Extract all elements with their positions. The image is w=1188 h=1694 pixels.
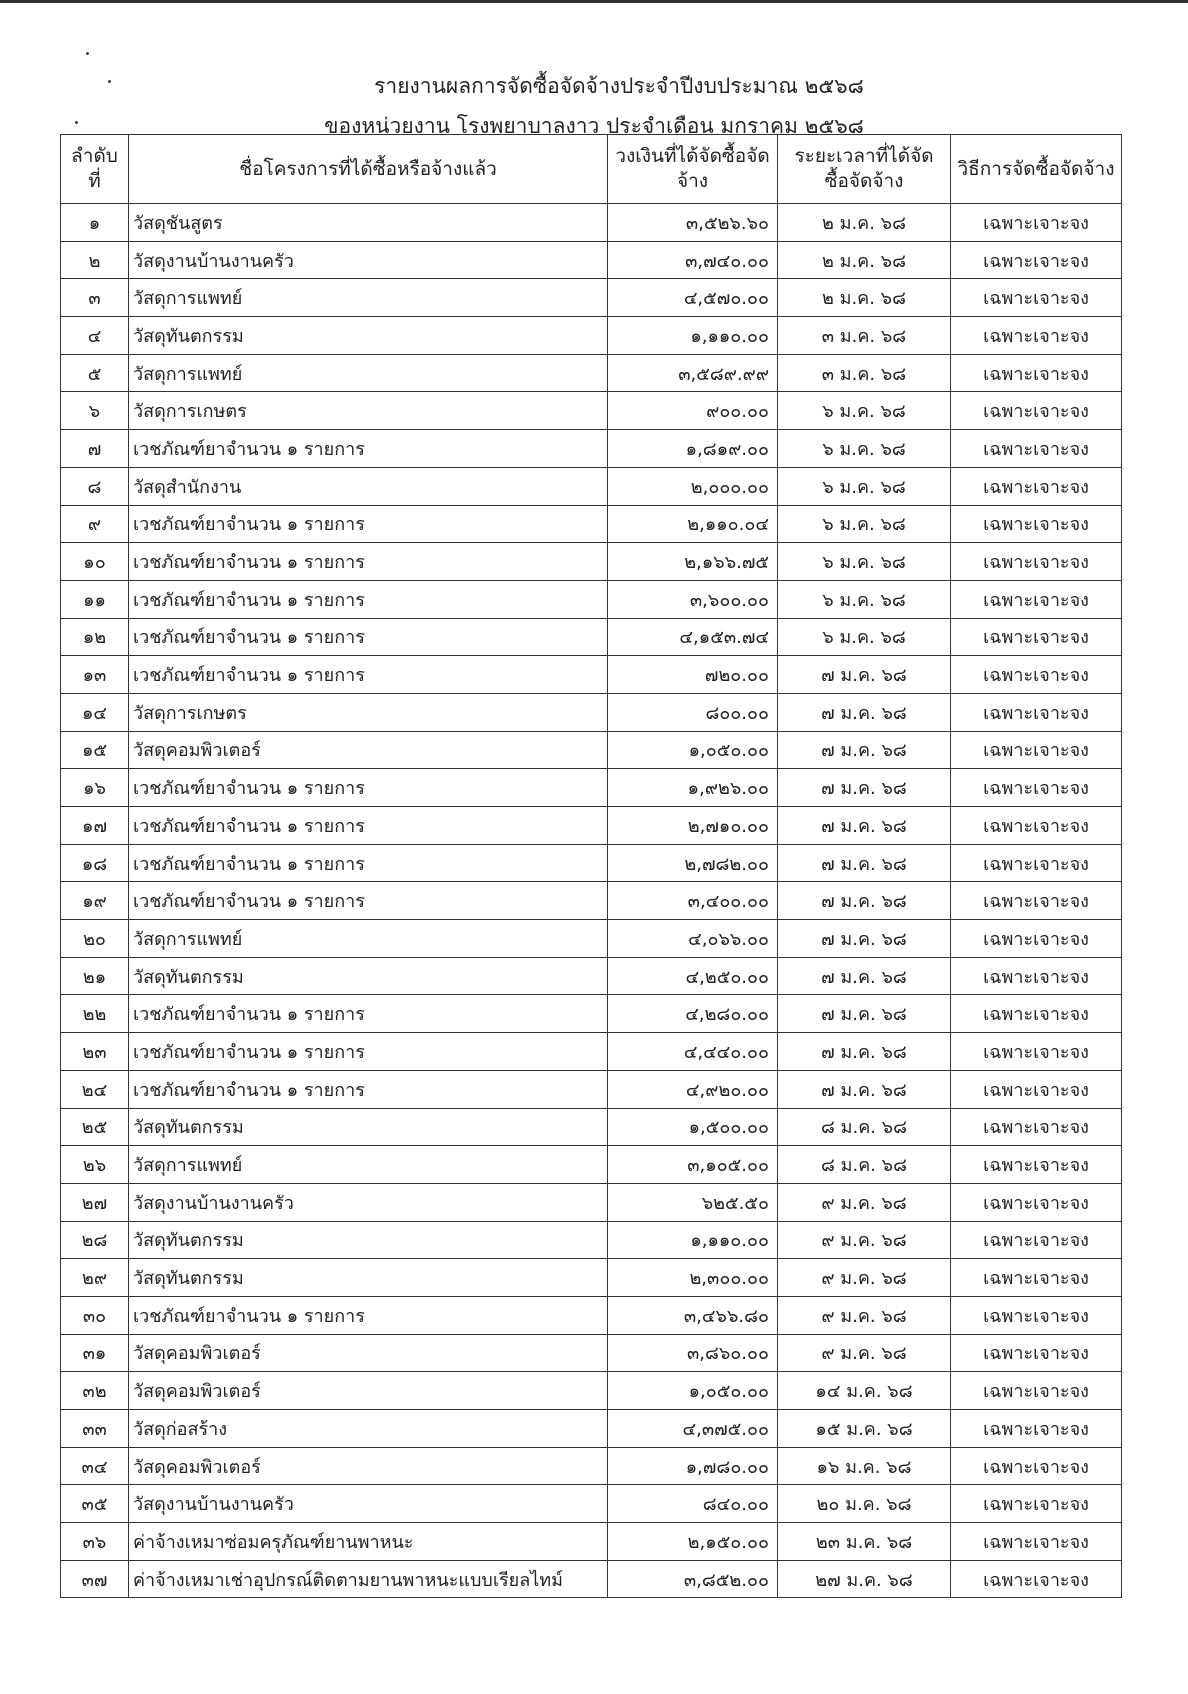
amount: ๒,๑๖๖.๗๕ <box>608 543 778 581</box>
procurement-date: ๗ ม.ค. ๖๘ <box>778 844 951 882</box>
procurement-date: ๗ ม.ค. ๖๘ <box>778 693 951 731</box>
table-row <box>61 354 1122 392</box>
procurement-method: เฉพาะเจาะจง <box>951 807 1122 845</box>
procurement-method: เฉพาะเจาะจง <box>951 354 1122 392</box>
amount: ๙๐๐.๐๐ <box>608 392 778 430</box>
table-row <box>61 580 1122 618</box>
procurement-date: ๖ ม.ค. ๖๘ <box>778 505 951 543</box>
procurement-method: เฉพาะเจาะจง <box>951 1070 1122 1108</box>
table-row <box>61 543 1122 581</box>
procurement-date: ๓ ม.ค. ๖๘ <box>778 354 951 392</box>
project-name: เวชภัณฑ์ยาจำนวน ๑ รายการ <box>129 580 608 618</box>
row-number: ๖ <box>61 392 129 430</box>
procurement-method: เฉพาะเจาะจง <box>951 317 1122 355</box>
procurement-date: ๗ ม.ค. ๖๘ <box>778 731 951 769</box>
table-row <box>61 1183 1122 1221</box>
row-number: ๕ <box>61 354 129 392</box>
project-name: วัสดุการเกษตร <box>129 392 608 430</box>
amount: ๓,๗๔๐.๐๐ <box>608 241 778 279</box>
procurement-method: เฉพาะเจาะจง <box>951 618 1122 656</box>
project-name: วัสดุทันตกรรม <box>129 957 608 995</box>
col-header-period: ระยะเวลาที่ได้จัดซื้อจัดจ้าง <box>778 135 951 204</box>
procurement-date: ๒๓ ม.ค. ๖๘ <box>778 1523 951 1561</box>
procurement-method: เฉพาะเจาะจง <box>951 1296 1122 1334</box>
table-row <box>61 1259 1122 1297</box>
row-number: ๗ <box>61 430 129 468</box>
table-row <box>61 1485 1122 1523</box>
procurement-date: ๙ ม.ค. ๖๘ <box>778 1334 951 1372</box>
procurement-method: เฉพาะเจาะจง <box>951 693 1122 731</box>
project-name: ค่าจ้างเหมาเช่าอุปกรณ์ติดตามยานพาหนะแบบเรียลไทม์ <box>129 1560 608 1598</box>
col-header-project: ชื่อโครงการที่ได้ซื้อหรือจ้างแล้ว <box>129 135 608 204</box>
table-row <box>61 505 1122 543</box>
amount: ๓,๔๖๖.๘๐ <box>608 1296 778 1334</box>
procurement-method: เฉพาะเจาะจง <box>951 1523 1122 1561</box>
amount: ๑,๕๐๐.๐๐ <box>608 1108 778 1146</box>
procurement-method: เฉพาะเจาะจง <box>951 1033 1122 1071</box>
procurement-method: เฉพาะเจาะจง <box>951 392 1122 430</box>
table-row <box>61 844 1122 882</box>
table-row <box>61 241 1122 279</box>
amount: ๔,๒๘๐.๐๐ <box>608 995 778 1033</box>
row-number: ๑๖ <box>61 769 129 807</box>
table-row <box>61 1410 1122 1448</box>
table-row <box>61 392 1122 430</box>
row-number: ๑๐ <box>61 543 129 581</box>
row-number: ๒๑ <box>61 957 129 995</box>
procurement-method: เฉพาะเจาะจง <box>951 580 1122 618</box>
project-name: วัสดุการแพทย์ <box>129 354 608 392</box>
report-title: รายงานผลการจัดซื้อจัดจ้างประจำปีงบประมาณ ๒๕๖๘ <box>374 74 864 98</box>
project-name: วัสดุสำนักงาน <box>129 467 608 505</box>
amount: ๓,๔๐๐.๐๐ <box>608 882 778 920</box>
amount: ๔,๑๕๓.๗๔ <box>608 618 778 656</box>
procurement-method: เฉพาะเจาะจง <box>951 882 1122 920</box>
table-row <box>61 1296 1122 1334</box>
project-name: ค่าจ้างเหมาซ่อมครุภัณฑ์ยานพาหนะ <box>129 1523 608 1561</box>
row-number: ๓๔ <box>61 1447 129 1485</box>
procurement-date: ๑๔ ม.ค. ๖๘ <box>778 1372 951 1410</box>
procurement-method: เฉพาะเจาะจง <box>951 844 1122 882</box>
project-name: วัสดุทันตกรรม <box>129 317 608 355</box>
procurement-date: ๗ ม.ค. ๖๘ <box>778 920 951 958</box>
table-row <box>61 279 1122 317</box>
amount: ๔,๓๗๕.๐๐ <box>608 1410 778 1448</box>
report-subtitle: ของหน่วยงาน โรงพยาบาลงาว ประจำเดือน มกราคม ๒๕๖๘ <box>324 114 864 138</box>
project-name: วัสดุคอมพิวเตอร์ <box>129 731 608 769</box>
row-number: ๒๖ <box>61 1146 129 1184</box>
project-name: เวชภัณฑ์ยาจำนวน ๑ รายการ <box>129 1033 608 1071</box>
row-number: ๓๗ <box>61 1560 129 1598</box>
project-name: เวชภัณฑ์ยาจำนวน ๑ รายการ <box>129 769 608 807</box>
row-number: ๑ <box>61 204 129 242</box>
amount: ๔,๐๖๖.๐๐ <box>608 920 778 958</box>
table-row <box>61 769 1122 807</box>
amount: ๓,๕๘๙.๙๙ <box>608 354 778 392</box>
project-name: วัสดุชันสูตร <box>129 204 608 242</box>
project-name: วัสดุก่อสร้าง <box>129 1410 608 1448</box>
procurement-method: เฉพาะเจาะจง <box>951 1183 1122 1221</box>
procurement-method: เฉพาะเจาะจง <box>951 1146 1122 1184</box>
amount: ๑,๐๕๐.๐๐ <box>608 1372 778 1410</box>
procurement-method: เฉพาะเจาะจง <box>951 656 1122 694</box>
procurement-method: เฉพาะเจาะจง <box>951 467 1122 505</box>
row-number: ๒๕ <box>61 1108 129 1146</box>
procurement-method: เฉพาะเจาะจง <box>951 543 1122 581</box>
project-name: เวชภัณฑ์ยาจำนวน ๑ รายการ <box>129 430 608 468</box>
table-row <box>61 618 1122 656</box>
procurement-method: เฉพาะเจาะจง <box>951 920 1122 958</box>
procurement-method: เฉพาะเจาะจง <box>951 769 1122 807</box>
table-row <box>61 882 1122 920</box>
amount: ๓,๘๖๐.๐๐ <box>608 1334 778 1372</box>
procurement-method: เฉพาะเจาะจง <box>951 1108 1122 1146</box>
project-name: วัสดุคอมพิวเตอร์ <box>129 1447 608 1485</box>
procurement-method: เฉพาะเจาะจง <box>951 1410 1122 1448</box>
procurement-date: ๙ ม.ค. ๖๘ <box>778 1221 951 1259</box>
row-number: ๘ <box>61 467 129 505</box>
table-row <box>61 1146 1122 1184</box>
project-name: เวชภัณฑ์ยาจำนวน ๑ รายการ <box>129 882 608 920</box>
procurement-date: ๗ ม.ค. ๖๘ <box>778 882 951 920</box>
amount: ๔,๒๕๐.๐๐ <box>608 957 778 995</box>
amount: ๔,๙๒๐.๐๐ <box>608 1070 778 1108</box>
row-number: ๓๕ <box>61 1485 129 1523</box>
row-number: ๙ <box>61 505 129 543</box>
row-number: ๒๐ <box>61 920 129 958</box>
col-header-no: ลำดับที่ <box>61 135 129 204</box>
project-name: เวชภัณฑ์ยาจำนวน ๑ รายการ <box>129 1070 608 1108</box>
procurement-method: เฉพาะเจาะจง <box>951 995 1122 1033</box>
procurement-date: ๘ ม.ค. ๖๘ <box>778 1108 951 1146</box>
table-body <box>61 204 1122 1598</box>
project-name: วัสดุคอมพิวเตอร์ <box>129 1372 608 1410</box>
amount: ๑,๐๕๐.๐๐ <box>608 731 778 769</box>
procurement-method: เฉพาะเจาะจง <box>951 505 1122 543</box>
project-name: เวชภัณฑ์ยาจำนวน ๑ รายการ <box>129 995 608 1033</box>
project-name: วัสดุคอมพิวเตอร์ <box>129 1334 608 1372</box>
table-row <box>61 920 1122 958</box>
row-number: ๒๔ <box>61 1070 129 1108</box>
procurement-method: เฉพาะเจาะจง <box>951 1259 1122 1297</box>
table-row <box>61 1523 1122 1561</box>
table-row <box>61 1334 1122 1372</box>
amount: ๑,๑๑๐.๐๐ <box>608 317 778 355</box>
project-name: วัสดุงานบ้านงานครัว <box>129 241 608 279</box>
project-name: เวชภัณฑ์ยาจำนวน ๑ รายการ <box>129 1296 608 1334</box>
row-number: ๑๑ <box>61 580 129 618</box>
amount: ๒,๐๐๐.๐๐ <box>608 467 778 505</box>
row-number: ๑๓ <box>61 656 129 694</box>
procurement-date: ๘ ม.ค. ๖๘ <box>778 1146 951 1184</box>
table-row <box>61 467 1122 505</box>
scan-top-edge <box>0 0 1188 3</box>
procurement-method: เฉพาะเจาะจง <box>951 957 1122 995</box>
row-number: ๑๘ <box>61 844 129 882</box>
row-number: ๒๒ <box>61 995 129 1033</box>
procurement-date: ๑๖ ม.ค. ๖๘ <box>778 1447 951 1485</box>
procurement-date: ๖ ม.ค. ๖๘ <box>778 467 951 505</box>
table-row <box>61 656 1122 694</box>
table-row <box>61 1108 1122 1146</box>
row-number: ๒๘ <box>61 1221 129 1259</box>
procurement-method: เฉพาะเจาะจง <box>951 1560 1122 1598</box>
table-row <box>61 807 1122 845</box>
procurement-date: ๗ ม.ค. ๖๘ <box>778 769 951 807</box>
amount: ๖๒๕.๕๐ <box>608 1183 778 1221</box>
procurement-method: เฉพาะเจาะจง <box>951 1372 1122 1410</box>
project-name: วัสดุการเกษตร <box>129 693 608 731</box>
procurement-table <box>60 134 1122 1598</box>
procurement-date: ๒ ม.ค. ๖๘ <box>778 241 951 279</box>
row-number: ๒๓ <box>61 1033 129 1071</box>
row-number: ๑๙ <box>61 882 129 920</box>
table-row <box>61 430 1122 468</box>
procurement-date: ๗ ม.ค. ๖๘ <box>778 656 951 694</box>
procurement-method: เฉพาะเจาะจง <box>951 1447 1122 1485</box>
row-number: ๑๒ <box>61 618 129 656</box>
project-name: วัสดุทันตกรรม <box>129 1221 608 1259</box>
procurement-method: เฉพาะเจาะจง <box>951 279 1122 317</box>
procurement-method: เฉพาะเจาะจง <box>951 1221 1122 1259</box>
procurement-method: เฉพาะเจาะจง <box>951 430 1122 468</box>
table-row <box>61 995 1122 1033</box>
project-name: วัสดุทันตกรรม <box>129 1108 608 1146</box>
procurement-date: ๒๐ ม.ค. ๖๘ <box>778 1485 951 1523</box>
amount: ๒,๓๐๐.๐๐ <box>608 1259 778 1297</box>
amount: ๓,๕๒๖.๖๐ <box>608 204 778 242</box>
procurement-method: เฉพาะเจาะจง <box>951 1485 1122 1523</box>
amount: ๘๔๐.๐๐ <box>608 1485 778 1523</box>
amount: ๒,๗๘๒.๐๐ <box>608 844 778 882</box>
table-row <box>61 1372 1122 1410</box>
amount: ๓,๘๕๒.๐๐ <box>608 1560 778 1598</box>
col-header-amount: วงเงินที่ได้จัดซื้อจัดจ้าง <box>608 135 778 204</box>
row-number: ๒๙ <box>61 1259 129 1297</box>
table-row <box>61 1033 1122 1071</box>
procurement-date: ๗ ม.ค. ๖๘ <box>778 807 951 845</box>
procurement-date: ๗ ม.ค. ๖๘ <box>778 1033 951 1071</box>
procurement-date: ๒ ม.ค. ๖๘ <box>778 204 951 242</box>
procurement-date: ๗ ม.ค. ๖๘ <box>778 957 951 995</box>
project-name: วัสดุทันตกรรม <box>129 1259 608 1297</box>
project-name: เวชภัณฑ์ยาจำนวน ๑ รายการ <box>129 656 608 694</box>
table-row <box>61 1560 1122 1598</box>
amount: ๓,๖๐๐.๐๐ <box>608 580 778 618</box>
project-name: เวชภัณฑ์ยาจำนวน ๑ รายการ <box>129 844 608 882</box>
table-row <box>61 1070 1122 1108</box>
amount: ๑,๗๘๐.๐๐ <box>608 1447 778 1485</box>
amount: ๒,๗๑๐.๐๐ <box>608 807 778 845</box>
row-number: ๑๗ <box>61 807 129 845</box>
procurement-date: ๖ ม.ค. ๖๘ <box>778 392 951 430</box>
amount: ๑,๙๒๖.๐๐ <box>608 769 778 807</box>
amount: ๑,๘๑๙.๐๐ <box>608 430 778 468</box>
row-number: ๓ <box>61 279 129 317</box>
row-number: ๓๖ <box>61 1523 129 1561</box>
table-row <box>61 693 1122 731</box>
amount: ๓,๑๐๕.๐๐ <box>608 1146 778 1184</box>
scan-speck <box>86 52 89 55</box>
procurement-date: ๖ ม.ค. ๖๘ <box>778 543 951 581</box>
project-name: เวชภัณฑ์ยาจำนวน ๑ รายการ <box>129 807 608 845</box>
project-name: เวชภัณฑ์ยาจำนวน ๑ รายการ <box>129 618 608 656</box>
col-header-method: วิธีการจัดซื้อจัดจ้าง <box>951 135 1122 204</box>
row-number: ๑๕ <box>61 731 129 769</box>
project-name: เวชภัณฑ์ยาจำนวน ๑ รายการ <box>129 505 608 543</box>
procurement-method: เฉพาะเจาะจง <box>951 1334 1122 1372</box>
table-row <box>61 1447 1122 1485</box>
amount: ๘๐๐.๐๐ <box>608 693 778 731</box>
procurement-date: ๗ ม.ค. ๖๘ <box>778 995 951 1033</box>
amount: ๗๒๐.๐๐ <box>608 656 778 694</box>
amount: ๔,๕๗๐.๐๐ <box>608 279 778 317</box>
row-number: ๓๓ <box>61 1410 129 1448</box>
procurement-date: ๑๕ ม.ค. ๖๘ <box>778 1410 951 1448</box>
project-name: เวชภัณฑ์ยาจำนวน ๑ รายการ <box>129 543 608 581</box>
procurement-date: ๖ ม.ค. ๖๘ <box>778 618 951 656</box>
project-name: วัสดุงานบ้านงานครัว <box>129 1183 608 1221</box>
amount: ๑,๑๑๐.๐๐ <box>608 1221 778 1259</box>
table-row <box>61 204 1122 242</box>
amount: ๒,๑๕๐.๐๐ <box>608 1523 778 1561</box>
project-name: วัสดุการแพทย์ <box>129 279 608 317</box>
project-name: วัสดุงานบ้านงานครัว <box>129 1485 608 1523</box>
procurement-date: ๖ ม.ค. ๖๘ <box>778 430 951 468</box>
procurement-method: เฉพาะเจาะจง <box>951 204 1122 242</box>
table-row <box>61 1221 1122 1259</box>
project-name: วัสดุการแพทย์ <box>129 920 608 958</box>
procurement-date: ๗ ม.ค. ๖๘ <box>778 1070 951 1108</box>
procurement-date: ๙ ม.ค. ๖๘ <box>778 1183 951 1221</box>
procurement-date: ๙ ม.ค. ๖๘ <box>778 1296 951 1334</box>
row-number: ๑๔ <box>61 693 129 731</box>
procurement-date: ๒ ม.ค. ๖๘ <box>778 279 951 317</box>
row-number: ๒ <box>61 241 129 279</box>
procurement-method: เฉพาะเจาะจง <box>951 731 1122 769</box>
procurement-date: ๓ ม.ค. ๖๘ <box>778 317 951 355</box>
table-row <box>61 957 1122 995</box>
table-row <box>61 317 1122 355</box>
procurement-date: ๒๗ ม.ค. ๖๘ <box>778 1560 951 1598</box>
project-name: วัสดุการแพทย์ <box>129 1146 608 1184</box>
row-number: ๓๑ <box>61 1334 129 1372</box>
procurement-date: ๖ ม.ค. ๖๘ <box>778 580 951 618</box>
row-number: ๒๗ <box>61 1183 129 1221</box>
table-header-row <box>61 135 1122 204</box>
procurement-method: เฉพาะเจาะจง <box>951 241 1122 279</box>
row-number: ๓๐ <box>61 1296 129 1334</box>
amount: ๔,๔๔๐.๐๐ <box>608 1033 778 1071</box>
row-number: ๓๒ <box>61 1372 129 1410</box>
table-row <box>61 731 1122 769</box>
row-number: ๔ <box>61 317 129 355</box>
amount: ๒,๑๑๐.๐๔ <box>608 505 778 543</box>
procurement-date: ๙ ม.ค. ๖๘ <box>778 1259 951 1297</box>
